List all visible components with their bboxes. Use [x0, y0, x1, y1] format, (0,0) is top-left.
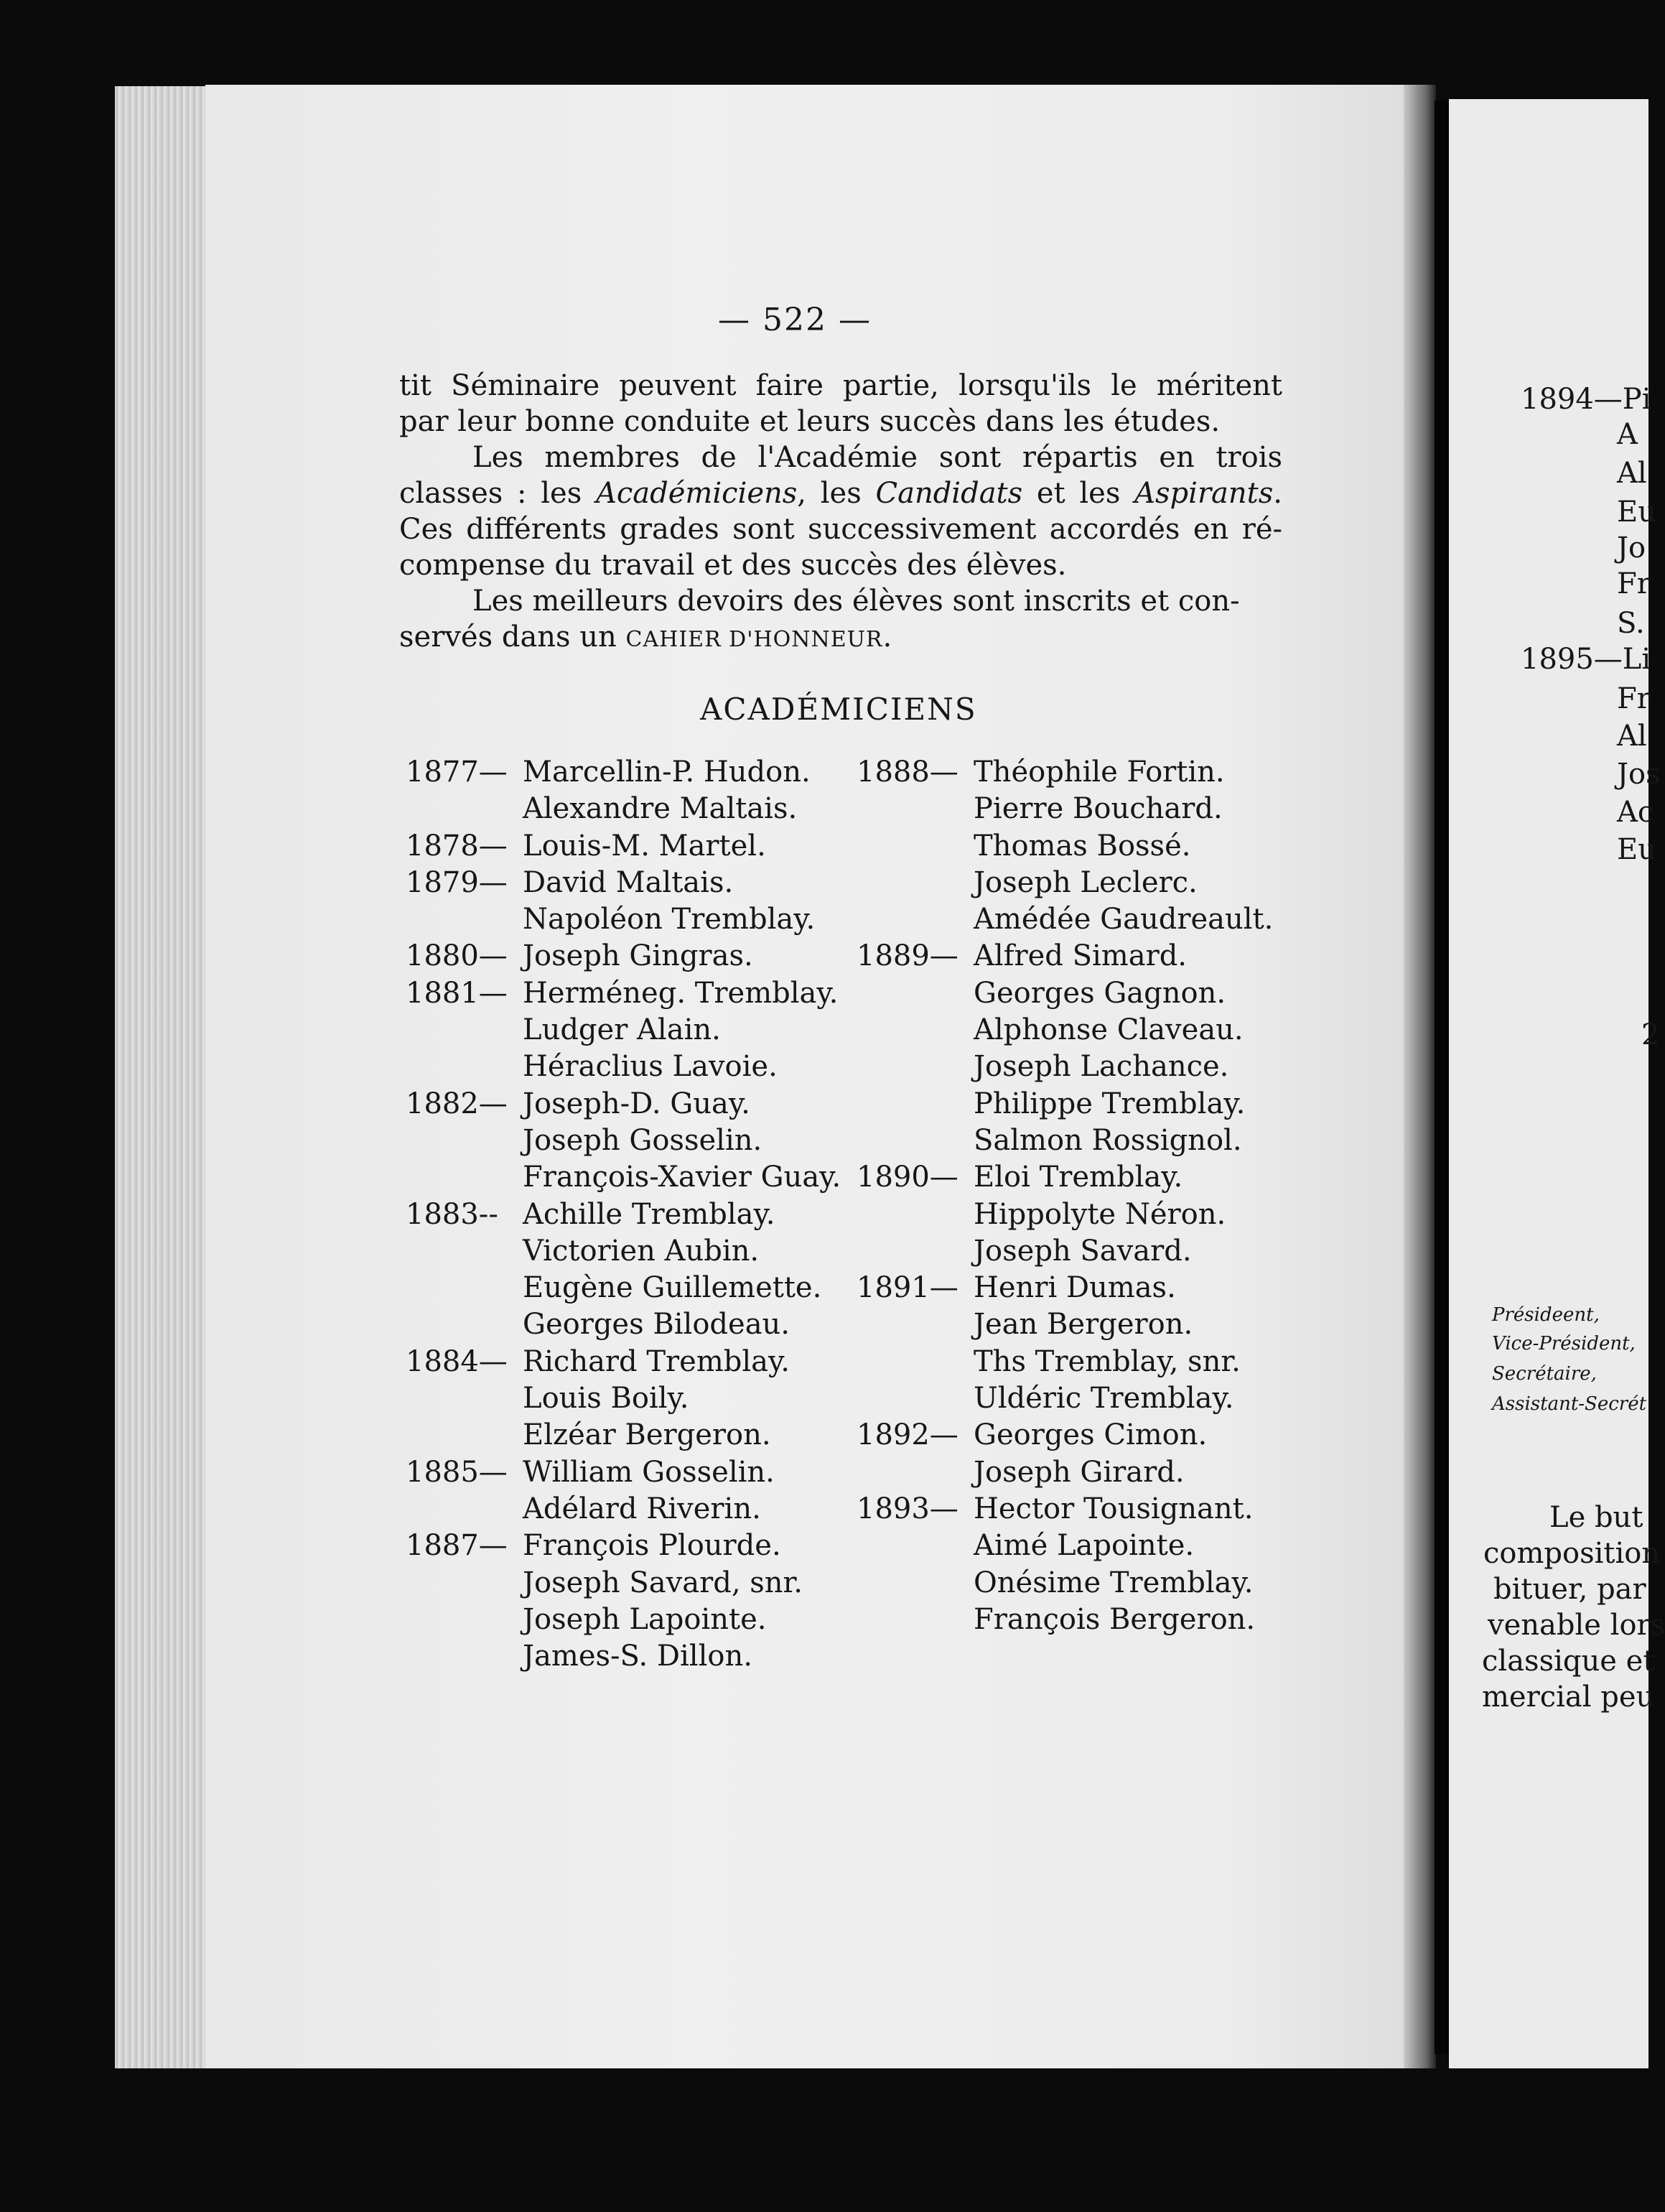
list-item [406, 1454, 841, 1491]
list-item [857, 1123, 1273, 1159]
list-name: Joseph Leclerc. [974, 865, 1198, 899]
list-name: James-S. Dillon. [523, 1640, 752, 1673]
list-item [857, 1270, 1273, 1306]
list-name: Joseph Girard. [974, 1455, 1185, 1489]
list-item [857, 1417, 1273, 1454]
list-item [406, 754, 841, 791]
list-name: Louis Boily. [523, 1382, 689, 1416]
list-name: Hippolyte Néron. [974, 1197, 1226, 1231]
list-item [406, 1528, 841, 1564]
list-name: Jean Bergeron. [974, 1308, 1193, 1342]
partial-list-line: Jo [1617, 531, 1646, 564]
gutter-shadow [1404, 85, 1436, 2068]
list-item [857, 1344, 1273, 1380]
list-year: 1885— [406, 1455, 508, 1489]
intro-paragraph-3 [399, 583, 1282, 658]
list-name: Alphonse Claveau. [974, 1013, 1244, 1047]
list-name: Georges Gagnon. [974, 976, 1226, 1010]
emphasis-aspirants: Aspirants [1134, 477, 1274, 510]
text-line: tit Séminaire peuvent faire partie, lorsqu'ils le méritent [399, 369, 1282, 402]
list-item [857, 865, 1273, 901]
list-name: Eugène Guillemette. [523, 1271, 822, 1305]
list-name: Ths Tremblay, snr. [974, 1344, 1241, 1378]
list-item [857, 1602, 1273, 1638]
list-name: Joseph Gosselin. [523, 1123, 762, 1157]
list-name: Pierre Bouchard. [974, 792, 1223, 826]
list-item [406, 828, 841, 865]
list-year: 1889— [857, 939, 959, 973]
intro-paragraph-1 [399, 368, 1282, 440]
partial-paragraph-line: mercial peu [1482, 1681, 1655, 1714]
page-number: — 522 — [718, 302, 872, 338]
intro-paragraph-2 [399, 440, 1282, 583]
list-item [857, 754, 1273, 791]
partial-list-line: Fr [1617, 567, 1651, 600]
partial-list-line: Fr [1617, 682, 1651, 715]
left-name-column [406, 754, 841, 1675]
list-item [857, 1306, 1273, 1343]
partial-list-line: Al [1617, 720, 1647, 753]
list-name: Joseph Lapointe. [523, 1602, 767, 1636]
list-name: David Maltais. [523, 865, 734, 899]
text-run: et les [1022, 477, 1135, 510]
book-binding [1435, 101, 1449, 2054]
list-item [406, 1012, 841, 1049]
list-year: 1883-- [406, 1197, 498, 1231]
right-page [1449, 99, 1665, 2068]
text-line: par leur bonne conduite et leurs succès dans les études. [399, 405, 1221, 438]
partial-list-line: A [1617, 418, 1638, 451]
list-year: 1893— [857, 1492, 959, 1525]
text-line [399, 619, 1282, 658]
list-year: 1890— [857, 1161, 959, 1194]
list-name: Georges Bilodeau. [523, 1308, 790, 1342]
list-name: Marcellin-P. Hudon. [523, 756, 811, 789]
emphasis-candidats: Candidats [875, 477, 1023, 510]
list-item [857, 1012, 1273, 1049]
list-name: Joseph Gingras. [523, 939, 753, 973]
text-run: classes : les [399, 477, 596, 510]
list-item [406, 1159, 841, 1196]
partial-paragraph-line: classique et [1482, 1645, 1655, 1678]
list-year: 1879— [406, 865, 508, 899]
list-item [857, 1454, 1273, 1491]
text-run: , les [797, 477, 876, 510]
list-name: Aimé Lapointe. [974, 1529, 1195, 1563]
list-item [406, 938, 841, 975]
list-item [406, 1638, 841, 1675]
list-item [857, 1528, 1273, 1564]
list-name: Joseph Savard. [974, 1234, 1192, 1268]
list-item [406, 791, 841, 827]
list-item [857, 1491, 1273, 1528]
list-name: Héraclius Lavoie. [523, 1050, 778, 1084]
list-item [857, 791, 1273, 827]
list-item [406, 1417, 841, 1454]
list-item [406, 1049, 841, 1085]
list-name: Philippe Tremblay. [974, 1087, 1246, 1120]
partial-paragraph-line: Le but [1549, 1501, 1643, 1534]
partial-list-line: Eu [1617, 496, 1656, 529]
partial-paragraph-line: venable lors [1488, 1609, 1665, 1642]
list-name: Napoléon Tremblay. [523, 903, 816, 937]
list-item [857, 1049, 1273, 1085]
list-item [406, 975, 841, 1012]
list-name: Alexandre Maltais. [523, 792, 798, 826]
officer-title: Présideent, [1492, 1304, 1600, 1326]
partial-text: 2 [1641, 1018, 1660, 1051]
list-item [857, 1233, 1273, 1270]
list-item [857, 1196, 1273, 1233]
list-name: Alfred Simard. [974, 939, 1188, 973]
cahier-dhonneur: CAHIER D'HONNEUR [625, 627, 883, 652]
list-name: François Bergeron. [974, 1602, 1256, 1636]
text-line: compense du travail et des succès des élèves. [399, 549, 1067, 582]
list-year: 1881— [406, 976, 508, 1010]
list-item [406, 1196, 841, 1233]
list-item [406, 1344, 841, 1380]
officer-title: Assistant-Secrét [1492, 1393, 1647, 1415]
list-item [406, 1380, 841, 1417]
text-run: . [1273, 477, 1282, 510]
list-year: 1882— [406, 1087, 508, 1120]
list-name: Richard Tremblay. [523, 1344, 790, 1378]
list-name: Joseph Savard, snr. [523, 1566, 803, 1599]
list-name: Ludger Alain. [523, 1013, 721, 1047]
list-item [406, 1233, 841, 1270]
partial-paragraph-line: bituer, par [1493, 1573, 1646, 1606]
list-name: Joseph-D. Guay. [523, 1087, 750, 1120]
list-year: 1884— [406, 1344, 508, 1378]
list-name: Salmon Rossignol. [974, 1123, 1242, 1157]
partial-list-line: Eu [1617, 833, 1656, 866]
list-item [857, 975, 1273, 1012]
text-line: Les membres de l'Académie sont répartis en trois [472, 441, 1282, 474]
list-year: 1877— [406, 756, 508, 789]
section-heading: ACADÉMICIENS [700, 692, 977, 727]
list-item [406, 1086, 841, 1123]
list-name: William Gosselin. [523, 1455, 775, 1489]
list-item [406, 865, 841, 901]
list-name: François Plourde. [523, 1529, 781, 1563]
partial-list-line: 1894—Pi [1521, 383, 1651, 416]
list-year: 1887— [406, 1529, 508, 1563]
list-name: Uldéric Tremblay. [974, 1382, 1234, 1416]
partial-list-line: Ac [1617, 796, 1654, 829]
list-item [406, 1123, 841, 1159]
list-name: Achille Tremblay. [523, 1197, 775, 1231]
list-year: 1891— [857, 1271, 959, 1305]
partial-list-line: Jos [1617, 758, 1661, 791]
list-name: Henri Dumas. [974, 1271, 1176, 1305]
text-run: servés dans un [399, 621, 626, 654]
right-name-column [857, 754, 1273, 1638]
partial-list-line: Al [1617, 457, 1647, 490]
text-run: . [882, 621, 892, 654]
list-name: Théophile Fortin. [974, 756, 1225, 789]
officer-title: Vice-Président, [1492, 1333, 1636, 1354]
list-item [406, 1270, 841, 1306]
list-item [857, 1565, 1273, 1602]
list-name: Adélard Riverin. [523, 1492, 761, 1525]
list-item [857, 901, 1273, 938]
list-item [857, 828, 1273, 865]
partial-list-line: S. [1617, 607, 1645, 640]
text-line: Les meilleurs devoirs des élèves sont inscrits et con- [472, 585, 1240, 618]
list-item [406, 1491, 841, 1528]
page-edges [115, 86, 208, 2068]
list-year: 1888— [857, 756, 959, 789]
text-line: Ces différents grades sont successivement accordés en ré- [399, 513, 1282, 546]
list-name: Amédée Gaudreault. [974, 903, 1274, 937]
list-name: Louis-M. Martel. [523, 829, 766, 863]
list-name: Elzéar Bergeron. [523, 1418, 771, 1452]
partial-paragraph-line: composition [1483, 1537, 1661, 1570]
list-name: Hector Tousignant. [974, 1492, 1254, 1525]
emphasis-academiciens: Académiciens [596, 477, 798, 510]
list-name: Eloi Tremblay. [974, 1161, 1183, 1194]
list-item [857, 1380, 1273, 1417]
list-year: 1892— [857, 1418, 959, 1452]
list-name: François-Xavier Guay. [523, 1161, 841, 1194]
partial-list-line: 1895—Li [1521, 643, 1651, 676]
list-name: Georges Cimon. [974, 1418, 1208, 1452]
list-name: Joseph Lachance. [974, 1050, 1229, 1084]
list-item [857, 1086, 1273, 1123]
list-name: Onésime Tremblay. [974, 1566, 1254, 1599]
list-name: Thomas Bossé. [974, 829, 1191, 863]
list-item [406, 1306, 841, 1343]
list-year: 1880— [406, 939, 508, 973]
list-name: Victorien Aubin. [523, 1234, 760, 1268]
officer-title: Secrétaire, [1492, 1363, 1597, 1385]
list-item [406, 1602, 841, 1638]
list-item [406, 1565, 841, 1602]
text-line [399, 475, 1282, 511]
list-item [406, 901, 841, 938]
list-name: Herméneg. Tremblay. [523, 976, 839, 1010]
list-item [857, 938, 1273, 975]
list-item [857, 1159, 1273, 1196]
list-year: 1878— [406, 829, 508, 863]
